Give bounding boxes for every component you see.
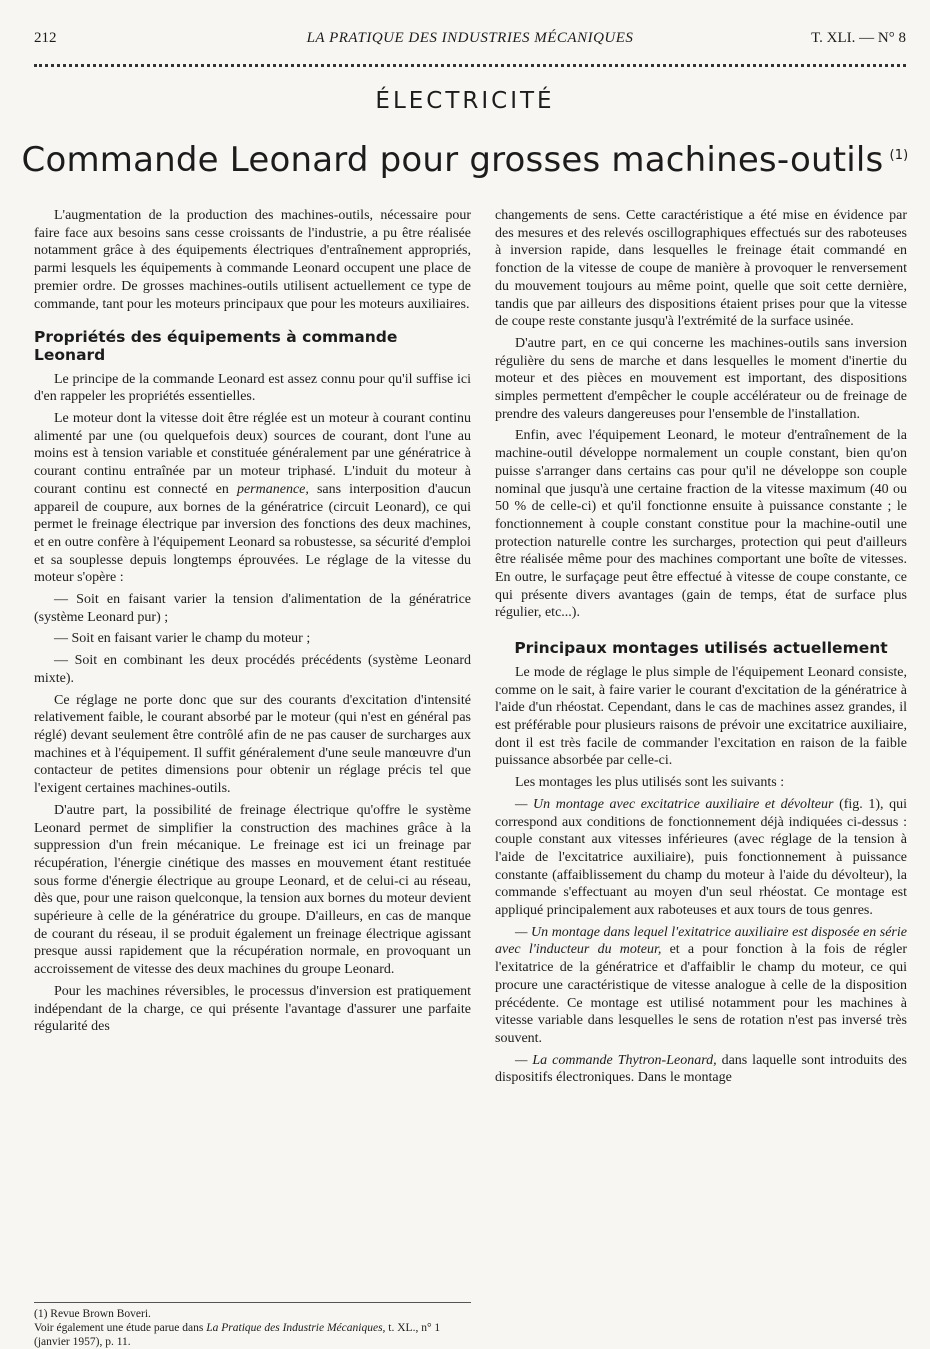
intro-paragraph: L'augmentation de la production des machines-outils, nécessaire pour faire face aux besoins sans cesse croissants de l'industrie, a pu être réalisée notamment grâce à des équipements électriques d'entraînement appropriés, parmi lesquels les équipements à commande Leonard occupent une place de premier ordre. De grosses machines-outils utilisent actuellement ce type de commande, tant pour les moteurs principaux que pour les moteurs auxiliaires. — [34, 208, 471, 312]
paragraph: Le principe de la commande Leonard est assez connu pour qu'il suffise ici d'en rappeler les propriétés essentielles. — [34, 371, 471, 405]
footnote-line — [34, 1321, 471, 1349]
paragraph: Pour les machines réversibles, le processus d'inversion est pratiquement indépendant de la charge, ce qui présente l'avantage d'assurer une parfaite régularité des — [34, 983, 471, 1035]
list-item: — Soit en faisant varier le champ du moteur ; — [54, 631, 311, 647]
italic-term: — Un montage dans lequel l'exitatrice auxiliaire est disposée en série avec l'inducteur du moteur, — [495, 924, 907, 958]
paragraph: Le mode de réglage le plus simple de l'équipement Leonard consiste, comme on le sait, à faire varier le courant d'excitation de la génératrice à l'aide d'un rhéostat. Cependant, dans le cas de machines assez grandes, il est préférable pour plusieurs raisons de prévoir une excitatrice auxiliaire, dont il est très facile de commander l'excitation en raison de la faible puissance absorbée par celle-ci. — [495, 664, 907, 769]
header-dotted-rule — [34, 64, 906, 67]
montage-item — [495, 1052, 907, 1087]
right-column — [495, 207, 907, 1332]
paragraph: D'autre part, la possibilité de freinage électrique qu'offre le système Leonard permet de simplifier la construction des machines grâce à la suppression d'un frein mécanique. Le freinage est ici un freinage par récupération, l'énergie cinétique des masses en mouvement étant restituée sous forme d'énergie électrique au groupe Leonard, et de celui-ci au réseau, dès que, pour une raison quelconque, la tension aux bornes du moteur devient supérieure à celle de la génératrice du groupe. D'ailleurs, en cas de manque de courant du réseau, il se produit également un freinage électrique agissant presque aussi rapidement que la récupération normale, en provoquant un accroissement de vitesse des deux machines du groupe Leonard. — [34, 802, 471, 978]
page-number: 212 — [34, 30, 57, 46]
montage-item — [495, 796, 907, 920]
footnote-italic: La Pratique des Industrie Mécaniques, — [206, 1322, 386, 1334]
paragraph-moteur — [34, 410, 471, 587]
heading-montages: Principaux montages utilisés actuellement — [514, 639, 888, 658]
footnote-text: Voir également une étude parue dans — [34, 1322, 204, 1334]
paragraph: Enfin, avec l'équipement Leonard, le moteur d'entraînement de la machine-outil développe normalement un couple constant, bien qu'on puisse s'arranger dans certains cas pour qu'il ne développe son couple nominal que jusqu'à une certaine fraction de la vitesse maximum (40 ou 50 % de celle-ci) et qu'il fonctionne ensuite à puissance constante ; le fonctionnement à couple constant constitue pour la machine-outil une protection naturelle contre les surcharges, protection qui peut d'ailleurs être réalisée même pour des machines comportant une boîte de vitesses. En outre, le surfaçage peut être effectué à vitesse de coupe constante, ce qui présente divers avantages (gain de temps, état de surface plus régulier, etc...). — [495, 428, 907, 621]
paragraph-text: (fig. 1), qui correspond aux conditions de fonctionnement déjà indiquées ci-dessus : couple constant aux vitesses inférieures (avec réglage de la tension à l'aide de l'excitatrice auxiliaire), puis fonctionnement à puissance constante (affaiblissement du champ du moteur à l'aide du dévolteur), la commande s'effectuant au moyen d'un seul rhéostat. Ce montage est appliqué principalement aux raboteuses et aux tours de tous genres. — [495, 796, 907, 919]
montage-item — [495, 924, 907, 1048]
section-label: ÉLECTRICITÉ — [375, 88, 555, 114]
paragraph: D'autre part, en ce qui concerne les machines-outils sans inversion régulière du sens de marche et dans lesquelles le moment d'inertie du moteur et des pièces en mouvement est important, des dispositions simples permettent d'empêcher le couple accélérateur ou de freinage de prendre des valeurs dangereuses pour l'ensemble de l'installation. — [495, 335, 907, 422]
footnote-line: (1) Revue Brown Boveri. — [34, 1308, 151, 1320]
paragraph-text: et a pour fonction à la fois de régler l'exitatrice de la génératrice et d'affaiblir le champ du moteur, ce qui procure une caractéristique de vitesse analogue à celle de la disposition précédente. Ce montage est utilisé notamment pour les machines à vitesse variable dans lesquelles le sens de rotation n'est pas inversé très souvent. — [495, 942, 907, 1046]
italic-term: — La commande Thytron-Leonard, — [515, 1052, 717, 1068]
heading-proprietes: Propriétés des équipements à commande Leonard — [34, 328, 398, 364]
paragraph-text: Le moteur dont la vitesse doit être réglée est un moteur à courant continu alimenté par une (ou quelquefois deux) sources de courant, dont l'une au moins est à tension variable et constituée généralement par une génératrice à courant continu entraînée par un moteur triphasé. L'induit du moteur à courant continu est connecté en — [34, 411, 471, 497]
volume-issue: T. XLI. — N° 8 — [811, 30, 906, 46]
paragraph: Les montages les plus utilisés sont les suivants : — [515, 775, 785, 791]
list-item: — Soit en faisant varier la tension d'alimentation de la génératrice (système Leonard pur) ; — [34, 592, 471, 625]
running-header — [34, 30, 906, 52]
article-title — [0, 140, 930, 180]
paragraph: changements de sens. Cette caractéristique a été mise en évidence par des mesures et des relevés oscillographiques effectués sur des raboteuses à inversion rapide, dans lesquelles le freinage était commandé en fonction de la vitesse de coupe de manière à provoquer le renversement du mouvement toujours au même point, quelle que soit cette dernière, tandis que par ailleurs des dispositions étaient prises pour que la vitesse de coupe reste constante jusqu'à l'extrémité de la surface usinée. — [495, 208, 907, 330]
footnote-text: t. XL., n° 1 (janvier 1957), p. 11. — [34, 1322, 441, 1348]
left-column — [34, 207, 471, 1302]
journal-title: LA PRATIQUE DES INDUSTRIES MÉCANIQUES — [306, 30, 634, 46]
title-footnote-mark: (1) — [889, 147, 909, 163]
italic-term: — Un montage avec excitatrice auxiliaire et dévolteur — [515, 796, 834, 812]
list-item: — Soit en combinant les deux procédés précédents (système Leonard mixte). — [34, 653, 471, 686]
paragraph-text: dans laquelle sont introduits des dispositifs électroniques. Dans le montage — [495, 1052, 907, 1086]
paragraph: Ce réglage ne porte donc que sur des courants d'excitation d'intensité relativement faible, le courant absorbé par le moteur (qui n'est en général pas réglé) devant seulement être contrôlé afin de ne pas causer de surcharges aux machines et à l'équipement. Il suffit généralement d'une seule manœuvre d'un contacteur de petites dimensions pour obtenir un réglage précis tel que l'exigent certaines machines-outils. — [34, 692, 471, 797]
footnote — [34, 1302, 471, 1349]
paragraph-text: sans interposition d'aucun appareil de coupure, aux bornes de la génératrice (circuit Leonard), ce qui permet le freinage électrique par inversion des fonctions des deux machines, et en outre confère à l'équipement Leonard sa robustesse, sa sécurité d'emploi et sa souplesse depuis longtemps éprouvées. Le réglage de la vitesse du moteur s'opère : — [34, 481, 471, 586]
italic-term: permanence, — [236, 481, 309, 497]
article-title-text: Commande Leonard pour grosses machines-outils — [21, 140, 884, 180]
